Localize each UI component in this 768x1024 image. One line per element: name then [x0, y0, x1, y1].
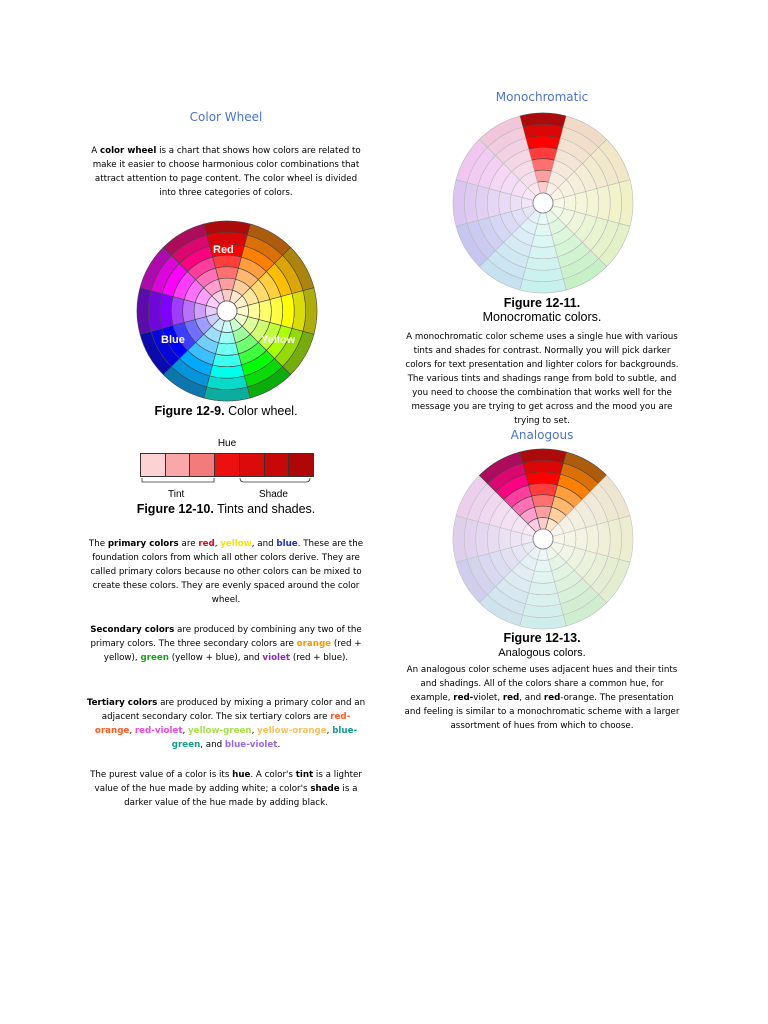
hue-tint-shade-paragraph: The purest value of a color is its hue. A color's tint is a lighter value of the hue made by adding white; a color's shade is a darker value of the hue made by adding black.	[90, 770, 362, 808]
figure-12-9-caption: Figure 12-9. Color wheel.	[154, 404, 298, 418]
wheel-segment	[213, 354, 242, 367]
wheel-label-yellow: Yellow	[261, 334, 296, 346]
shade-label: Shade	[259, 489, 288, 500]
swatch-4	[239, 454, 264, 476]
wheel-segment	[529, 483, 558, 496]
analog-wheel-center	[533, 529, 553, 549]
wheel-segment	[270, 297, 283, 326]
analogous-wheel-figure	[450, 446, 636, 632]
wheel-label-red: Red	[213, 244, 234, 256]
figure-12-11-caption: Figure 12-11. Monocromatic colors.	[482, 296, 602, 324]
color-wheel-intro: A color wheel is a chart that shows how colors are related to make it easier to choose harmonious color combinations that attract attention to page content. The color wheel is divided into three categories of colors.	[91, 146, 361, 198]
wheel-segment	[499, 528, 512, 551]
primary-colors-paragraph: The primary colors are red, yellow, and blue. These are the foundation colors from which all other colors derive. They are called primary colors because no other colors can be mixed to create these colors. They are evenly spaced around the color wheel.	[88, 539, 364, 605]
swatch-5	[264, 454, 289, 476]
wheel-segment	[529, 246, 558, 259]
wheel-label-blue: Blue	[161, 334, 185, 346]
tint-shade-swatches	[140, 453, 314, 477]
swatch-3	[214, 454, 239, 476]
wheel-segment	[532, 159, 555, 172]
wheel-segment	[575, 192, 588, 215]
analogous-paragraph: An analogous color scheme uses adjacent hues and their tints and shadings. All of the colors share a common hue, for example, red-violet, red, and red-orange. The presentation and feeling is similar to a monochromatic scheme with a larger assortment of hues from which to choose.	[404, 665, 680, 731]
swatch-0	[141, 454, 165, 476]
color-wheel-heading: Color Wheel	[189, 110, 263, 124]
monochromatic-heading: Monochromatic	[495, 90, 589, 104]
wheel-segment	[586, 525, 599, 554]
wheel-segment	[216, 343, 239, 356]
wheel-segment	[216, 267, 239, 280]
analogous-heading: Analogous	[510, 428, 574, 442]
wheel-segment	[487, 525, 500, 554]
secondary-colors-paragraph: Secondary colors are produced by combining any two of the primary colors. The three secondary colors are orange (red + yellow), green (yellow + blue), and violet (red + blue).	[90, 625, 362, 663]
wheel-segment	[575, 528, 588, 551]
figure-12-13-caption: Figure 12-13. Analogous colors.	[498, 631, 586, 659]
color-wheel-figure	[136, 220, 318, 402]
wheel-segment	[213, 255, 242, 268]
wheel-segment	[532, 571, 555, 584]
monochromatic-wheel-figure	[450, 110, 636, 296]
hue-label: Hue	[217, 438, 237, 449]
wheel-segment	[532, 495, 555, 508]
swatch-2	[189, 454, 214, 476]
wheel-segment	[171, 297, 184, 326]
color-wheel-term: color wheel	[99, 146, 157, 156]
wheel-segment	[529, 147, 558, 160]
tertiary-colors-paragraph: Tertiary colors are produced by mixing a primary color and an adjacent secondary color. The six tertiary colors are red-orange, red-violet, yellow-green, yellow-orange, blue-green, and blue-violet.	[86, 698, 366, 750]
tint-label: Tint	[168, 489, 185, 500]
wheel-segment	[586, 189, 599, 218]
wheel-segment	[529, 582, 558, 595]
wheel-segment	[183, 300, 196, 323]
mono-wheel-center	[533, 193, 553, 213]
swatch-1	[165, 454, 190, 476]
wheel-center	[217, 301, 237, 321]
tints-shades-figure	[140, 438, 314, 508]
wheel-segment	[259, 300, 272, 323]
swatch-6	[288, 454, 313, 476]
tint-shade-braces	[140, 476, 314, 490]
figure-12-10-caption: Figure 12-10. Tints and shades.	[136, 502, 316, 516]
wheel-segment	[487, 189, 500, 218]
wheel-segment	[499, 192, 512, 215]
wheel-segment	[532, 235, 555, 248]
monochromatic-paragraph: A monochromatic color scheme uses a single hue with various tints and shades for contrast. Normally you will pick darker colors for text presentation and lighter colors for backgrounds. The various tints and shadings range from bold to subtle, and you need to choose the combination that works well for the message you are trying to get across and the mood you are trying to set.	[405, 332, 679, 426]
